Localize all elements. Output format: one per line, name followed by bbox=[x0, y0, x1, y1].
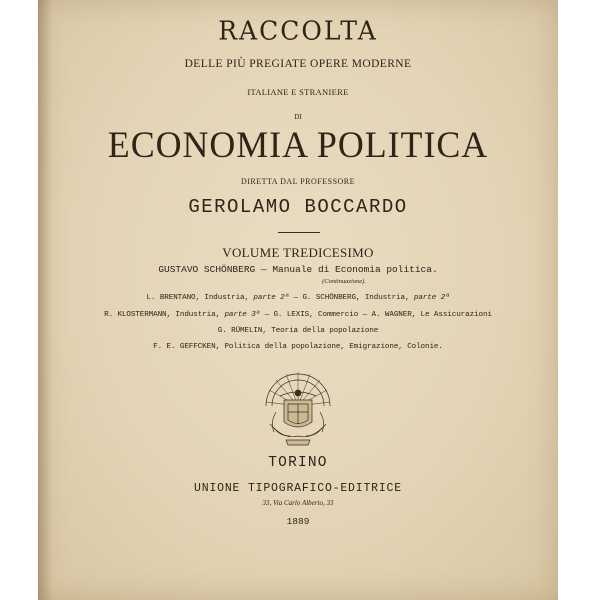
contents-text: L. BRENTANO, Industria, bbox=[146, 294, 254, 302]
editor-name: GEROLAMO BOCCARDO bbox=[188, 196, 408, 218]
directed-by: DIRETTA DAL PROFESSORE bbox=[240, 177, 356, 186]
continuation-note: (Continuazione). bbox=[322, 278, 366, 285]
contents-line bbox=[38, 294, 558, 302]
contents-text: R. KLOSTERMANN, Industria, bbox=[104, 311, 225, 319]
series-title: RACCOLTA bbox=[218, 15, 378, 46]
contents-text: G. RÜMELIN, Teoria della popolazione bbox=[217, 327, 379, 335]
contents-text: F. E. GEFFCKEN, Politica della popolazione, Emigrazione, Colonie. bbox=[153, 343, 443, 351]
contents-italic: parte 2ª bbox=[413, 294, 450, 302]
series-subtitle-1: DELLE PIÙ PREGIATE OPERE MODERNE bbox=[184, 58, 412, 70]
series-di: DI bbox=[294, 113, 302, 121]
volume-work: GUSTAVO SCHÖNBERG — Manuale di Economia politica. bbox=[158, 264, 438, 275]
main-title: ECONOMIA POLITICA bbox=[107, 125, 489, 166]
contents-line bbox=[38, 311, 558, 319]
divider-rule bbox=[278, 232, 320, 233]
title-page bbox=[38, 0, 558, 600]
contents-line bbox=[38, 327, 558, 335]
volume-number: VOLUME TREDICESIMO bbox=[222, 245, 374, 260]
series-subtitle-2: ITALIANE E STRANIERE bbox=[247, 87, 349, 97]
publisher-emblem-icon bbox=[250, 366, 346, 448]
publisher-address: 33, Via Carlo Alberto, 33 bbox=[262, 499, 334, 507]
publication-year: 1889 bbox=[286, 516, 310, 527]
contents-italic: parte 3ª bbox=[224, 311, 261, 319]
city: TORINO bbox=[268, 455, 328, 471]
contents-italic: parte 2ª bbox=[253, 294, 290, 302]
contents-line bbox=[38, 343, 558, 351]
publisher: UNIONE TIPOGRAFICO-EDITRICE bbox=[194, 482, 402, 495]
contents-text: — G. LEXIS, Commercio — A. WAGNER, Le Assicurazioni bbox=[260, 311, 492, 319]
contents-text: — G. SCHÖNBERG, Industria, bbox=[289, 294, 414, 302]
